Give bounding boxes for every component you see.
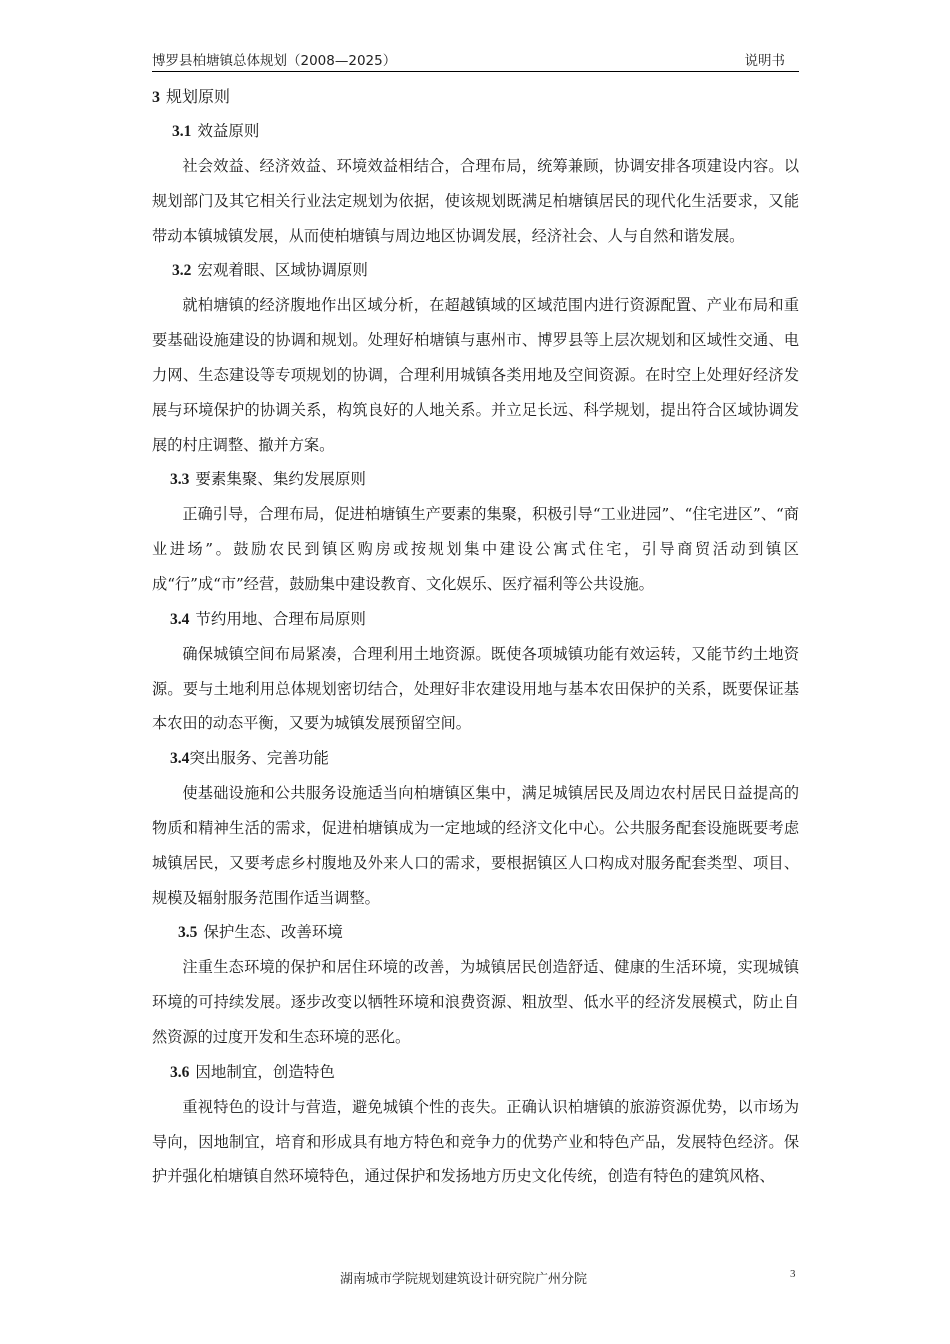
section-3-5 bbox=[152, 915, 799, 1054]
section-paragraph: 确保城镇空间布局紧凑，合理利用土地资源。既使各项城镇功能有效运转，又能节约土地资源。要与土地利用总体规划密切结合，处理好非农建设用地与基本农田保护的关系，既要保证基本农田的动态平衡，又要为城镇发展预留空间。 bbox=[152, 644, 799, 733]
chapter-number: 3 bbox=[152, 89, 160, 106]
section-heading bbox=[152, 741, 799, 775]
section-heading bbox=[152, 915, 799, 949]
footer-institute: 湖南城市学院规划建筑设计研究院广州分院 bbox=[340, 1272, 588, 1287]
section-3-2 bbox=[152, 253, 799, 462]
header-title: 博罗县柏塘镇总体规划（2008—2025） bbox=[152, 53, 397, 69]
section-paragraph: 重视特色的设计与营造，避免城镇个性的丧失。正确认识柏塘镇的旅游资源优势，以市场为导向，因地制宜，培育和形成具有地方特色和竞争力的优势产业和特色产品，发展特色经济。保护并强化柏塘镇自然环境特色，通过保护和发扬地方历史文化传统，创造有特色的建筑风格、 bbox=[152, 1097, 799, 1186]
section-number: 3.5 bbox=[178, 924, 198, 942]
section-title: 保护生态、改善环境 bbox=[203, 923, 343, 942]
header-doc-type: 说明书 bbox=[744, 53, 785, 69]
section-3-6 bbox=[152, 1055, 799, 1194]
section-paragraph: 就柏塘镇的经济腹地作出区域分析，在超越镇域的区域范围内进行资源配置、产业布局和重要基础设施建设的协调和规划。处理好柏塘镇与惠州市、博罗县等上层次规划和区域性交通、电力网、生态建设等专项规划的协调，合理利用城镇各类用地及空间资源。在时空上处理好经济发展与环境保护的协调关系，构筑良好的人地关系。并立足长远、科学规划，提出符合区域协调发展的村庄调整、撤并方案。 bbox=[152, 296, 799, 454]
section-3-4-b bbox=[152, 741, 799, 915]
section-heading bbox=[152, 114, 799, 148]
section-paragraph: 注重生态环境的保护和居住环境的改善，为城镇居民创造舒适、健康的生活环境，实现城镇环境的可持续发展。逐步改变以牺牲环境和浪费资源、粗放型、低水平的经济发展模式，防止自然资源的过度开发和生态环境的恶化。 bbox=[152, 958, 799, 1046]
section-title: 因地制宜，创造特色 bbox=[195, 1062, 335, 1081]
section-number: 3.4 bbox=[170, 610, 190, 628]
page-header bbox=[152, 44, 799, 72]
section-paragraph: 社会效益、经济效益、环境效益相结合，合理布局，统筹兼顾，协调安排各项建设内容。以规划部门及其它相关行业法定规划为依据，使该规划既满足柏塘镇居民的现代化生活要求，又能带动本镇城镇发展，从而使柏塘镇与周边地区协调发展，经济社会、人与自然和谐发展。 bbox=[152, 157, 799, 245]
section-3-4 bbox=[152, 602, 799, 741]
section-paragraph: 正确引导，合理布局，促进柏塘镇生产要素的集聚，积极引导“工业进园”、“住宅进区”、“商业进场”。鼓励农民到镇区购房或按规划集中建设公寓式住宅，引导商贸活动到镇区成“行”成“市”经营，鼓励集中建设教育、文化娱乐、医疗福利等公共设施。 bbox=[152, 505, 799, 593]
chapter-heading bbox=[152, 80, 799, 114]
section-heading bbox=[152, 602, 799, 636]
document-body bbox=[152, 80, 799, 1194]
section-3-1 bbox=[152, 114, 799, 253]
section-paragraph: 使基础设施和公共服务设施适当向柏塘镇区集中，满足城镇居民及周边农村居民日益提高的物质和精神生活的需求，促进柏塘镇成为一定地域的经济文化中心。公共服务配套设施既要考虑城镇居民，又要考虑乡村腹地及外来人口的需求，要根据镇区人口构成对服务配套类型、项目、规模及辐射服务范围作适当调整。 bbox=[152, 784, 799, 907]
section-3-3 bbox=[152, 462, 799, 601]
section-number: 3.1 bbox=[172, 123, 192, 140]
section-number: 3.6 bbox=[170, 1063, 190, 1081]
section-title: 效益原则 bbox=[197, 122, 260, 140]
section-title: 要素集聚、集约发展原则 bbox=[195, 470, 366, 489]
chapter-title: 规划原则 bbox=[166, 87, 231, 106]
section-title: 突出服务、完善功能 bbox=[189, 749, 329, 768]
section-heading bbox=[152, 462, 799, 496]
section-title: 节约用地、合理布局原则 bbox=[195, 609, 366, 628]
page-number: 3 bbox=[790, 1268, 796, 1280]
section-number: 3.3 bbox=[170, 471, 190, 489]
section-heading bbox=[152, 253, 799, 287]
section-number: 3.4 bbox=[170, 750, 190, 768]
section-number: 3.2 bbox=[172, 262, 192, 280]
section-heading bbox=[152, 1055, 799, 1089]
section-title: 宏观着眼、区域协调原则 bbox=[197, 261, 368, 280]
